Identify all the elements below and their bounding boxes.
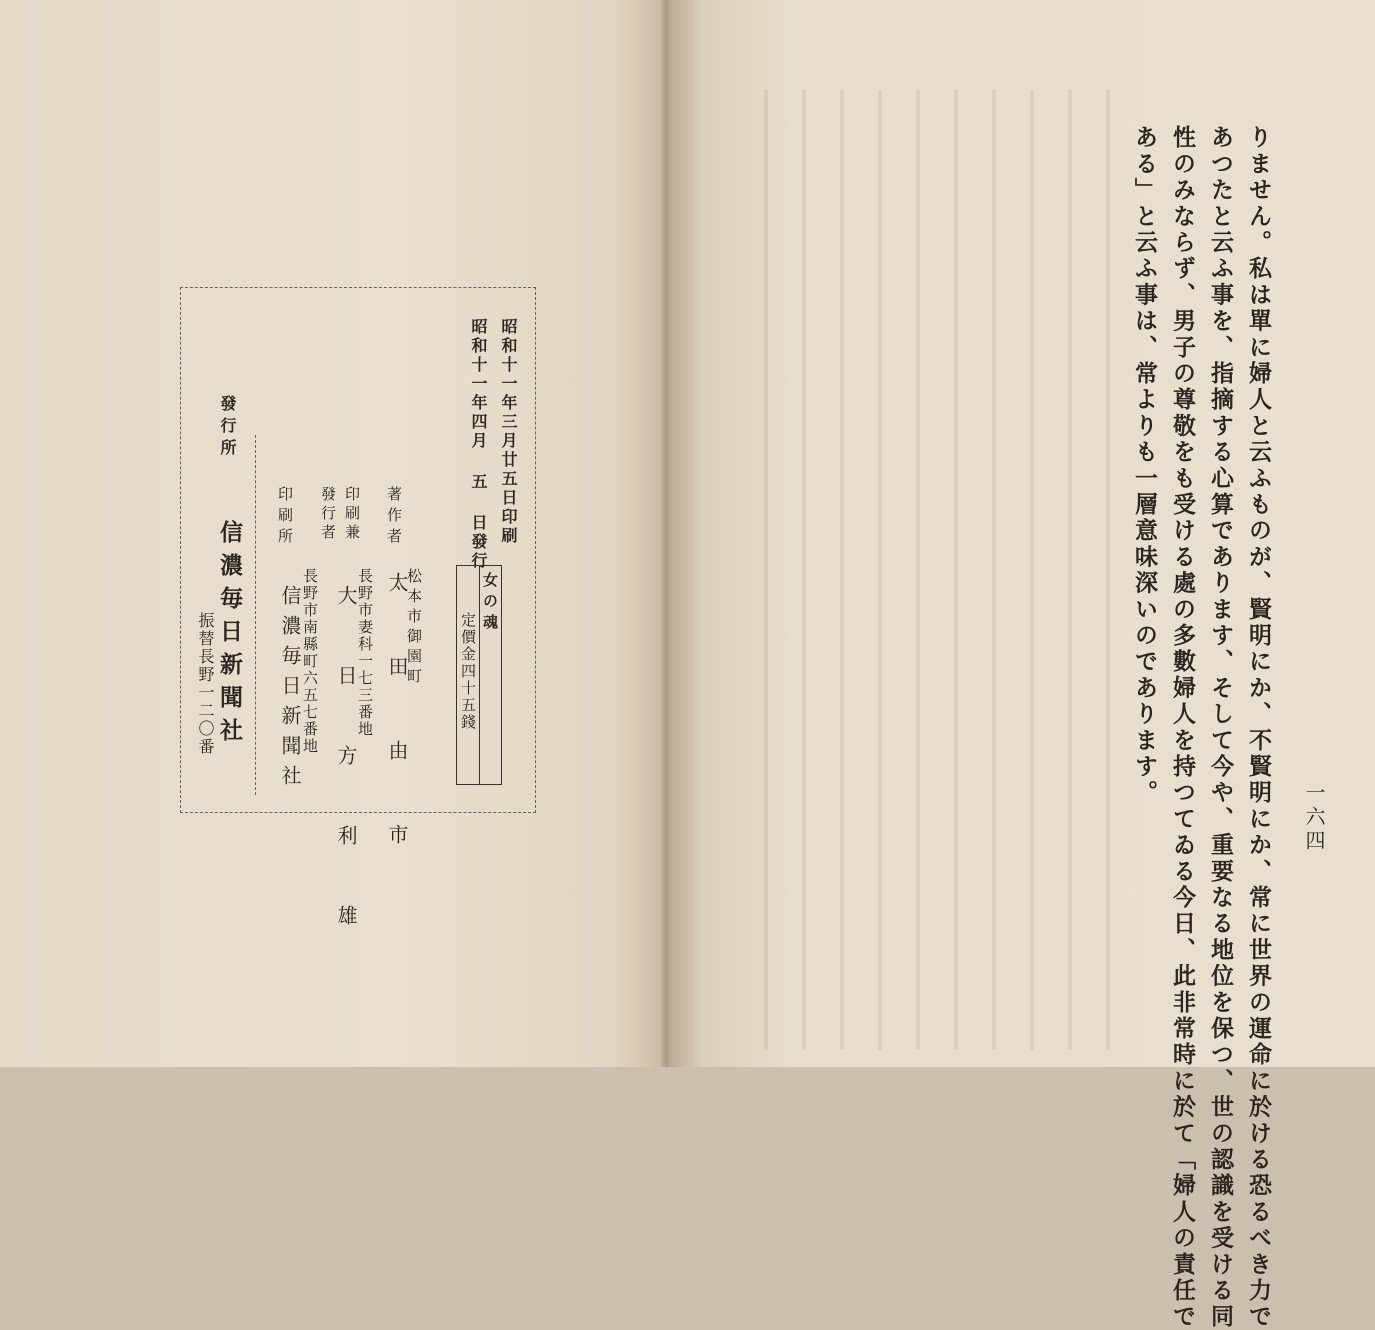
publisher-label-bottom: 發行者 <box>319 486 337 543</box>
publisher-name: 大 日 方 利 雄 <box>334 585 358 943</box>
author-label: 著作者 <box>385 486 403 549</box>
issuer-name: 信濃毎日新聞社 <box>216 520 243 751</box>
transfer-account: 振替長野一二〇番 <box>196 612 215 756</box>
printer-name: 信濃毎日新聞社 <box>278 585 302 795</box>
printer-label: 印刷所 <box>276 486 294 549</box>
issuer-label: 發行所 <box>218 395 237 461</box>
book-title: 女の魂 <box>481 572 499 635</box>
publisher-label-top: 印刷兼 <box>343 486 361 543</box>
page-number: 一六四 <box>1302 782 1326 854</box>
printer-address: 長野市南縣町六五七番地 <box>301 568 319 755</box>
colophon-divider <box>255 435 256 795</box>
right-page <box>668 0 1375 1330</box>
show-through-text <box>738 90 1138 1050</box>
author-address: 松本市御園町 <box>405 568 423 688</box>
text-line-1: りません。私は單に婦人と云ふものが、賢明にか、不賢明にか、常に世界の運命に於ける恐るべき力で <box>1245 125 1272 1330</box>
author-name: 太 田 由 市 <box>385 572 409 864</box>
text-line-4: ある」と云ふ事は、常よりも一層意味深いのであります。 <box>1131 125 1158 807</box>
text-line-3: 性のみならず、男子の尊敬をも受ける處の多數婦人を持つてゐる今日、此非常時に於て「婦人の責任で <box>1169 125 1196 1330</box>
text-line-2: あつたと云ふ事を、指摘する心算であります、そして今や、重要なる地位を保つ、世の認識を受ける同 <box>1207 125 1234 1330</box>
price: 定價金四十五錢 <box>459 612 477 731</box>
issue-date: 昭和十一年四月 五 日發行 <box>469 318 488 571</box>
print-date: 昭和十一年三月廿五日印刷 <box>499 318 518 546</box>
left-page <box>0 0 668 1067</box>
publisher-address: 長野市妻科一七三番地 <box>356 568 374 738</box>
